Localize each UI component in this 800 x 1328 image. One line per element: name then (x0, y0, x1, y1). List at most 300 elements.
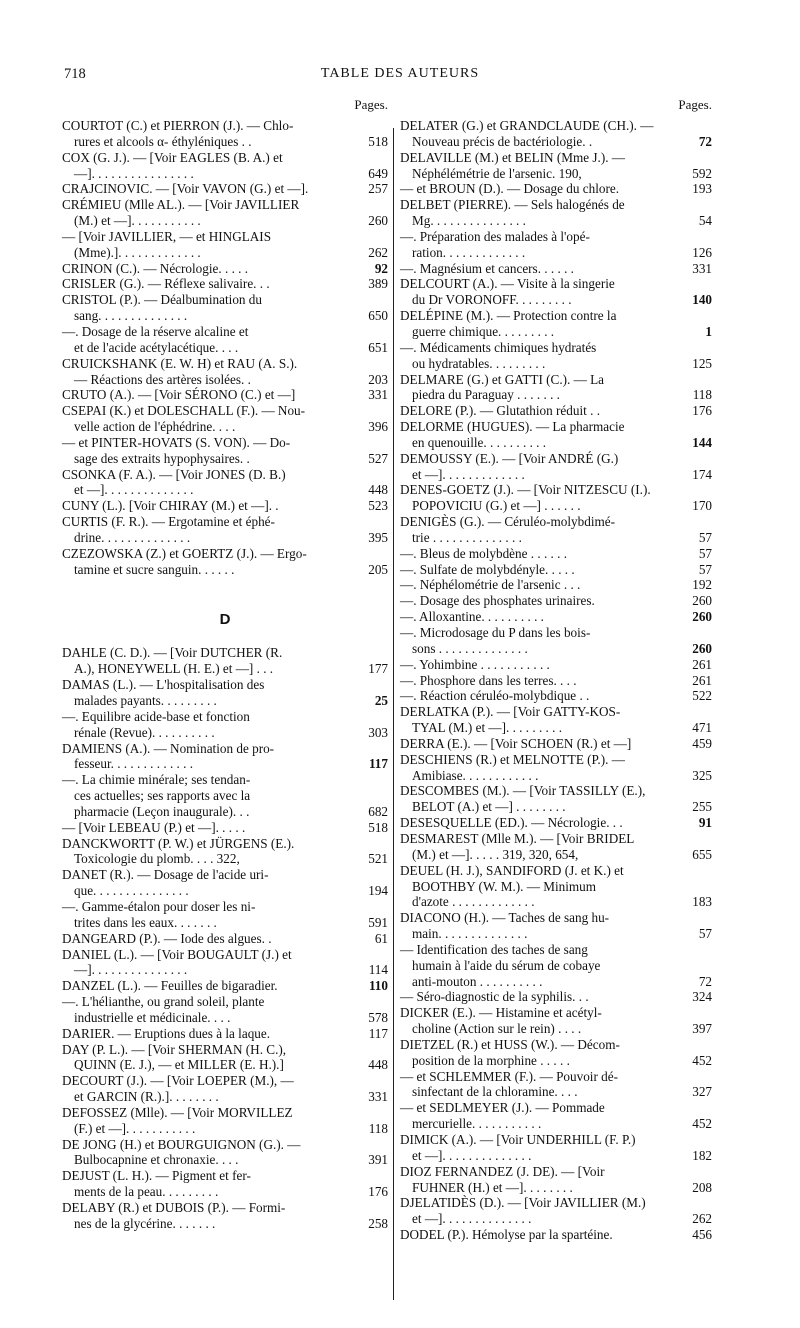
index-entry-line (400, 1132, 712, 1148)
entry-page-number: 459 (692, 735, 712, 751)
index-entry-line (62, 134, 388, 150)
entry-text: DICKER (E.). — Histamine et acétyl- (400, 1005, 602, 1021)
entry-text: DEMOUSSY (E.). — [Voir ANDRÉ (G.) (400, 450, 619, 466)
index-entry-line (62, 867, 388, 883)
index-entry-line (400, 435, 712, 451)
entry-page-number: 261 (692, 656, 712, 672)
entry-page-number: 325 (692, 767, 712, 783)
index-entry-line (62, 1121, 388, 1137)
index-entry-line (62, 1216, 388, 1232)
entry-page-number: 194 (368, 883, 388, 899)
entry-page-number: 262 (368, 244, 388, 260)
index-entry-line (400, 815, 712, 831)
entry-text: humain à l'aide du sérum de cobaye (412, 957, 601, 973)
index-entry-line (62, 324, 388, 340)
index-entry-line (62, 899, 388, 915)
index-entry-line (62, 947, 388, 963)
entry-text: DELÉPINE (M.). — Protection contre la (400, 308, 617, 324)
entry-text: ces actuelles; ses rapports avec la (74, 788, 251, 804)
entry-page-number: 327 (692, 1084, 712, 1100)
index-entry-line (62, 229, 388, 245)
entry-text: sons . . . . . . . . . . . . . . (412, 640, 528, 656)
index-entry-line (62, 514, 388, 530)
index-entry-line (62, 931, 388, 947)
entry-text: DJELATIDÈS (D.). — [Voir JAVILLIER (M.) (400, 1195, 646, 1211)
entry-text: ments de la peau. . . . . . . . . (74, 1184, 219, 1200)
entry-text: DECOURT (J.). — [Voir LOEPER (M.), — (62, 1073, 294, 1089)
entry-page-number: 391 (368, 1152, 388, 1168)
index-entry-line (400, 372, 712, 388)
entry-page-number: 72 (698, 973, 712, 989)
index-entry-line (62, 356, 388, 372)
entry-text: —. La chimie minérale; ses tendan- (62, 772, 251, 788)
index-entry-line (400, 1227, 712, 1243)
entry-page-number: 174 (692, 466, 712, 482)
entry-text: DESCOMBES (M.). — [Voir TASSILLY (E.), (400, 783, 646, 799)
entry-text: CSEPAI (K.) et DOLESCHALL (F.). — Nou- (62, 403, 306, 419)
entry-text: —]. . . . . . . . . . . . . . . (74, 962, 188, 978)
entry-text: —. Equilibre acide-base et fonction (62, 708, 250, 724)
entry-text: CSONKA (F. A.). — [Voir JONES (D. B.) (62, 466, 286, 482)
entry-text: DELORME (HUGUES). — La pharmacie (400, 419, 625, 435)
entry-text: —. Dosage de la réserve alcaline et (62, 323, 249, 339)
index-entry-line (400, 1180, 712, 1196)
entry-text: — [Voir LEBEAU (P.) et —]. . . . . (62, 819, 246, 835)
entry-text: A.), HONEYWELL (H. E.) et —] . . . (74, 661, 274, 677)
entry-page-number: 650 (368, 308, 388, 324)
entry-text: du Dr VORONOFF. . . . . . . . . (412, 292, 572, 308)
index-entry-line (400, 1148, 712, 1164)
entry-page-number: 182 (692, 1147, 712, 1163)
index-entry-line (62, 1168, 388, 1184)
index-entry-line (62, 978, 388, 994)
index-entry-line (62, 213, 388, 229)
entry-page-number: 592 (692, 165, 712, 181)
entry-text: CRISTOL (P.). — Déalbumination du (62, 292, 262, 308)
index-entry-line (400, 197, 712, 213)
entry-page-number: 257 (368, 181, 388, 197)
entry-text: (M.) et —]. . . . . 319, 320, 654, (412, 846, 579, 862)
entry-text: DANET (R.). — Dosage de l'acide uri- (62, 867, 269, 883)
index-entry-line (62, 883, 388, 899)
entry-page-number: 92 (374, 260, 388, 276)
entry-page-number: 117 (368, 756, 388, 772)
entry-text: et —]. . . . . . . . . . . . . . (74, 482, 194, 498)
index-entry-line (400, 1037, 712, 1053)
entry-text: Toxicologie du plomb. . . . 322, (74, 851, 240, 867)
entry-text: (F.) et —]. . . . . . . . . . . (74, 1120, 196, 1136)
entry-text: BOOTHBY (W. M.). — Minimum (412, 878, 597, 894)
index-entry-line (62, 292, 388, 308)
entry-page-number: 527 (368, 450, 388, 466)
entry-text: —. Sulfate de molybdényle. . . . . (400, 561, 575, 577)
index-entry-line (62, 1200, 388, 1216)
entry-text: — et PINTER-HOVATS (S. VON). — Do- (62, 434, 291, 450)
entry-text: DAHLE (C. D.). — [Voir DUTCHER (R. (62, 645, 283, 661)
index-entry-line (62, 1089, 388, 1105)
index-entry-line (400, 863, 712, 879)
index-entry-line (62, 693, 388, 709)
entry-page-number: 57 (698, 561, 712, 577)
index-entry-line (62, 118, 388, 134)
index-entry-line (400, 926, 712, 942)
index-entry-line (62, 276, 388, 292)
entry-page-number: 203 (368, 371, 388, 387)
index-entry-line (62, 915, 388, 931)
entry-page-number: 518 (368, 819, 388, 835)
index-entry-line (400, 593, 712, 609)
entry-page-number: 389 (368, 276, 388, 292)
entry-text: DAY (P. L.). — [Voir SHERMAN (H. C.), (62, 1041, 287, 1057)
entry-text: et GARCIN (R.).]. . . . . . . . (74, 1089, 219, 1105)
index-entry-line (400, 688, 712, 704)
entry-page-number: 57 (698, 529, 712, 545)
entry-text: —. Microdosage du P dans les bois- (400, 625, 591, 640)
index-entry-line (400, 308, 712, 324)
entry-text: CRÉMIEU (Mlle AL.). — [Voir JAVILLIER (62, 197, 300, 213)
entry-page-number: 471 (692, 720, 712, 736)
index-entry-line (62, 709, 388, 725)
index-entry-line (62, 661, 388, 677)
entry-page-number: 54 (698, 213, 712, 229)
index-entry-line (62, 419, 388, 435)
entry-text: et —]. . . . . . . . . . . . . (412, 466, 525, 482)
entry-text: DODEL (P.). Hémolyse par la spartéine. (400, 1227, 613, 1243)
entry-text: DEFOSSEZ (Mlle). — [Voir MORVILLEZ (62, 1104, 293, 1120)
entry-page-number: 523 (368, 498, 388, 514)
entry-page-number: 192 (692, 577, 712, 593)
entry-text: trie . . . . . . . . . . . . . . (412, 529, 522, 545)
index-entry-line (62, 788, 388, 804)
entry-text: —. Réaction céruléo-molybdique . . (400, 688, 590, 704)
entry-page-number: 57 (698, 545, 712, 561)
index-entry-line (400, 577, 712, 593)
index-entry-line (400, 1069, 712, 1085)
entry-text: DE JONG (H.) et BOURGUIGNON (G.). — (62, 1136, 301, 1152)
entry-page-number: 324 (692, 989, 712, 1005)
index-entry-line (400, 213, 712, 229)
index-entry-line (400, 229, 712, 245)
entry-text: DAMIENS (A.). — Nomination de pro- (62, 740, 275, 756)
entry-page-number: 72 (698, 133, 712, 149)
entry-text: —. L'hélianthe, ou grand soleil, plante (62, 994, 265, 1010)
index-entry-line (62, 994, 388, 1010)
entry-text: CRAJCINOVIC. — [Voir VAVON (G.) et —]. (62, 181, 309, 197)
entry-page-number: 260 (692, 593, 712, 609)
index-entry-line (400, 324, 712, 340)
index-entry-line (400, 482, 712, 498)
entry-text: DELMARE (G.) et GATTI (C.). — La (400, 371, 604, 387)
entry-text: DEUEL (H. J.), SANDIFORD (J. et K.) et (400, 862, 624, 878)
entry-text: DIACONO (H.). — Taches de sang hu- (400, 910, 610, 926)
entry-text: rures et alcools α- éthyléniques . . (74, 133, 252, 149)
entry-text: Nouveau précis de bactériologie. . (412, 133, 593, 149)
index-entry-line (400, 451, 712, 467)
index-entry-line (62, 836, 388, 852)
entry-text: —. Phosphore dans les terres. . . . (400, 672, 577, 688)
pages-label: Pages. (678, 97, 712, 112)
entry-text: drine. . . . . . . . . . . . . . (74, 529, 191, 545)
entry-text: Néphélémétrie de l'arsenic. 190, (412, 165, 582, 181)
entry-text: CRUICKSHANK (E. W. H) et RAU (A. S.). (62, 355, 298, 371)
entry-text: —. Bleus de molybdène . . . . . . (400, 545, 568, 561)
entry-page-number: 521 (368, 851, 388, 867)
entry-page-number: 126 (692, 244, 712, 260)
index-entry-line (400, 387, 712, 403)
entries-right-list (400, 118, 712, 1243)
column-divider (393, 128, 394, 1300)
entry-page-number: 176 (368, 1184, 388, 1200)
entry-text: ration. . . . . . . . . . . . . (412, 244, 526, 260)
entry-text: DELBET (PIERRE). — Sels halogénés de (400, 197, 625, 213)
entry-page-number: 114 (368, 962, 388, 978)
entry-page-number: 448 (368, 1057, 388, 1073)
entry-page-number: 176 (692, 403, 712, 419)
index-entry-line (400, 641, 712, 657)
index-entry-line (400, 118, 712, 134)
entry-text: en quenouille. . . . . . . . . . (412, 434, 547, 450)
entry-text: —. Néphélométrie de l'arsenic . . . (400, 577, 581, 593)
entry-text: CZEZOWSKA (Z.) et GOERTZ (J.). — Ergo- (62, 545, 307, 561)
index-entry-line (62, 482, 388, 498)
section-letter: D (219, 611, 231, 629)
index-entry-line (400, 514, 712, 530)
entry-text: DESMAREST (Mlle M.). — [Voir BRIDEL (400, 830, 635, 846)
index-entry-line (400, 245, 712, 261)
left-column (62, 96, 388, 1232)
index-entry-line (400, 752, 712, 768)
entry-page-number: 651 (368, 339, 388, 355)
entry-text: DEJUST (L. H.). — Pigment et fer- (62, 1168, 251, 1184)
entry-page-number: 25 (374, 693, 388, 708)
running-title: TABLE DES AUTEURS (320, 66, 480, 81)
index-entry-line (400, 783, 712, 799)
entry-page-number: 193 (692, 181, 712, 197)
entry-page-number: 125 (692, 355, 712, 371)
entry-page-number: 144 (692, 434, 712, 450)
entry-text: et —]. . . . . . . . . . . . . . (412, 1147, 532, 1163)
entry-text: — et SEDLMEYER (J.). — Pommade (400, 1100, 605, 1116)
index-entry-line (400, 720, 712, 736)
entry-text: ou hydratables. . . . . . . . . (412, 355, 546, 371)
index-entry-line (62, 741, 388, 757)
index-entry-line (62, 245, 388, 261)
entry-page-number: 331 (368, 1089, 388, 1105)
index-entry-line (62, 197, 388, 213)
entry-text: (Mme).]. . . . . . . . . . . . . (74, 244, 201, 260)
index-entry-line (400, 894, 712, 910)
index-entry-line (400, 150, 712, 166)
index-entry-line (400, 879, 712, 895)
entry-text: DELATER (G.) et GRANDCLAUDE (CH.). — (400, 118, 654, 133)
index-entry-line (400, 910, 712, 926)
entry-text: CUNY (L.). [Voir CHIRAY (M.) et —]. . (62, 498, 279, 514)
entry-page-number: 262 (692, 1211, 712, 1227)
index-entry-line (400, 1164, 712, 1180)
entry-text: choline (Action sur le rein) . . . . (412, 1021, 582, 1037)
entry-text: DANCKWORTT (P. W.) et JÜRGENS (E.). (62, 835, 295, 851)
entry-text: Mg. . . . . . . . . . . . . . . (412, 213, 526, 229)
index-entry-line (62, 1057, 388, 1073)
entries-d-list (62, 645, 388, 1231)
index-entry-line (62, 308, 388, 324)
entry-page-number: 91 (698, 815, 712, 831)
entry-page-number: 57 (698, 926, 712, 942)
index-entry-line (62, 372, 388, 388)
entry-text: DERLATKA (P.). — [Voir GATTY-KOS- (400, 704, 621, 720)
index-entry-line (62, 772, 388, 788)
entry-text: et —]. . . . . . . . . . . . . . (412, 1211, 532, 1227)
index-entry-line (62, 435, 388, 451)
entry-text: sinfectant de la chloramine. . . . (412, 1084, 578, 1100)
entry-text: POPOVICIU (G.) et —] . . . . . . (412, 498, 581, 514)
index-entry-line (400, 356, 712, 372)
right-column (400, 96, 712, 1243)
index-entry-line (400, 609, 712, 625)
index-entry-line (62, 181, 388, 197)
entry-page-number: 205 (368, 561, 388, 577)
entry-text: DAMAS (L.). — L'hospitalisation des (62, 677, 265, 693)
entry-page-number: 591 (368, 914, 388, 930)
entry-text: DENIGÈS (G.). — Céruléo-molybdimé- (400, 514, 615, 530)
entry-text: DELABY (R.) et DUBOIS (P.). — Formi- (62, 1200, 286, 1215)
index-entry-line (62, 1184, 388, 1200)
entry-text: — Réactions des artères isolées. . (74, 371, 251, 387)
index-entry-line (400, 546, 712, 562)
entry-text: CRUTO (A.). — [Voir SÉRONO (C.) et —] (62, 387, 296, 403)
entry-page-number: 1 (705, 323, 712, 339)
entry-page-number: 110 (368, 978, 388, 994)
index-entry-line (400, 340, 712, 356)
index-entry-line (400, 419, 712, 435)
index-entry-line (400, 673, 712, 689)
index-entry-line (400, 276, 712, 292)
entry-text: COURTOT (C.) et PIERRON (J.). — Chlo- (62, 118, 294, 133)
index-entry-line (400, 1195, 712, 1211)
index-entry-line (62, 387, 388, 403)
entries-c-list (62, 118, 388, 577)
index-entry-line (400, 1211, 712, 1227)
entry-page-number: 649 (368, 165, 388, 181)
entry-text: —. Yohimbine . . . . . . . . . . . (400, 656, 550, 672)
index-entry-line (400, 768, 712, 784)
index-entry-line (400, 958, 712, 974)
entry-text: —. Alloxantine. . . . . . . . . . (400, 609, 544, 625)
index-entry-line (62, 1026, 388, 1042)
entry-text: DIMICK (A.). — [Voir UNDERHILL (F. P.) (400, 1132, 636, 1147)
index-entry-line (400, 1021, 712, 1037)
entry-text: — [Voir JAVILLIER, — et HINGLAIS (62, 228, 272, 244)
entry-text: CRISLER (G.). — Réflexe salivaire. . . (62, 276, 270, 292)
entry-text: mercurielle. . . . . . . . . . . (412, 1116, 542, 1132)
entry-page-number: 260 (692, 609, 712, 625)
entry-page-number: 396 (368, 419, 388, 435)
index-entry-line (400, 1116, 712, 1132)
index-entry-line (62, 804, 388, 820)
entry-text: — et SCHLEMMER (F.). — Pouvoir dé- (400, 1068, 618, 1084)
index-entry-line (62, 677, 388, 693)
index-entry-line (62, 645, 388, 661)
entry-text: DIETZEL (R.) et HUSS (W.). — Décom- (400, 1036, 620, 1052)
index-entry-line (400, 1053, 712, 1069)
entry-text: DARIER. — Eruptions dues à la laque. (62, 1025, 271, 1041)
entry-text: Bulbocapnine et chronaxie. . . . (74, 1152, 239, 1168)
index-entry-line (62, 851, 388, 867)
entry-page-number: 518 (368, 133, 388, 149)
entry-text: pharmacie (Leçon inaugurale). . . (74, 803, 250, 819)
index-entry-line (62, 340, 388, 356)
index-entry-line (400, 498, 712, 514)
index-entry-line (62, 546, 388, 562)
index-entry-line (400, 657, 712, 673)
entry-text: nes de la glycérine. . . . . . . (74, 1215, 216, 1231)
index-entry-line (400, 292, 712, 308)
entry-text: DELCOURT (A.). — Visite à la singerie (400, 276, 615, 292)
entry-page-number: 448 (368, 482, 388, 498)
entry-text: d'azote . . . . . . . . . . . . . (412, 894, 535, 910)
index-entry-line (400, 989, 712, 1005)
entry-text: DENES-GOETZ (J.). — [Voir NITZESCU (I.). (400, 482, 651, 498)
index-entry-line (62, 1010, 388, 1026)
entry-page-number: 183 (692, 894, 712, 910)
index-entry-line (400, 847, 712, 863)
entry-page-number: 260 (368, 213, 388, 229)
entry-text: — Séro-diagnostic de la syphilis. . . (400, 989, 589, 1005)
index-entry-line (62, 530, 388, 546)
index-entry-line (62, 1073, 388, 1089)
entry-text: — Identification des taches de sang (400, 941, 588, 957)
entry-page-number: 140 (692, 292, 712, 308)
index-entry-line (62, 756, 388, 772)
entry-text: FUHNER (H.) et —]. . . . . . . . (412, 1179, 573, 1195)
entry-text: CRINON (C.). — Nécrologie. . . . . (62, 260, 249, 276)
index-entry-line (62, 451, 388, 467)
entry-text: DANIEL (L.). — [Voir BOUGAULT (J.) et (62, 946, 292, 962)
entry-page-number: 118 (368, 1120, 388, 1136)
entry-page-number: 118 (692, 387, 712, 403)
entry-text: velle action de l'éphédrine. . . . (74, 419, 236, 435)
entry-text: DELAVILLE (M.) et BELIN (Mme J.). — (400, 149, 625, 165)
index-entry-line (62, 261, 388, 277)
entry-text: DESESQUELLE (ED.). — Nécrologie. . . (400, 815, 623, 831)
index-entry-line (400, 831, 712, 847)
index-entry-line (400, 467, 712, 483)
entry-page-number: 303 (368, 724, 388, 740)
entry-text: main. . . . . . . . . . . . . . (412, 926, 528, 942)
index-entry-line (400, 799, 712, 815)
entry-text: COX (G. J.). — [Voir EAGLES (B. A.) et (62, 149, 283, 165)
index-entry-line (62, 403, 388, 419)
index-entry-line (400, 942, 712, 958)
entry-text: —. Magnésium et cancers. . . . . . (400, 260, 574, 276)
entry-page-number: 331 (692, 260, 712, 276)
index-entry-line (400, 1084, 712, 1100)
entry-text: anti-mouton . . . . . . . . . . (412, 973, 543, 989)
index-entry-line (62, 1152, 388, 1168)
entry-text: DESCHIENS (R.) et MELNOTTE (P.). — (400, 751, 625, 767)
entry-page-number: 260 (692, 640, 712, 656)
entry-page-number: 261 (692, 672, 712, 688)
entry-text: tamine et sucre sanguin. . . . . . (74, 561, 235, 577)
entry-page-number: 208 (692, 1179, 712, 1195)
index-entry-line (62, 1137, 388, 1153)
entry-text: DANZEL (L.). — Feuilles de bigaradier. (62, 978, 278, 994)
entry-text: fesseur. . . . . . . . . . . . . (74, 756, 194, 772)
entry-text: que. . . . . . . . . . . . . . . (74, 883, 189, 899)
index-entry-line (400, 1100, 712, 1116)
entry-text: DIOZ FERNANDEZ (J. DE). — [Voir (400, 1163, 605, 1179)
entry-text: (M.) et —]. . . . . . . . . . . (74, 213, 201, 229)
